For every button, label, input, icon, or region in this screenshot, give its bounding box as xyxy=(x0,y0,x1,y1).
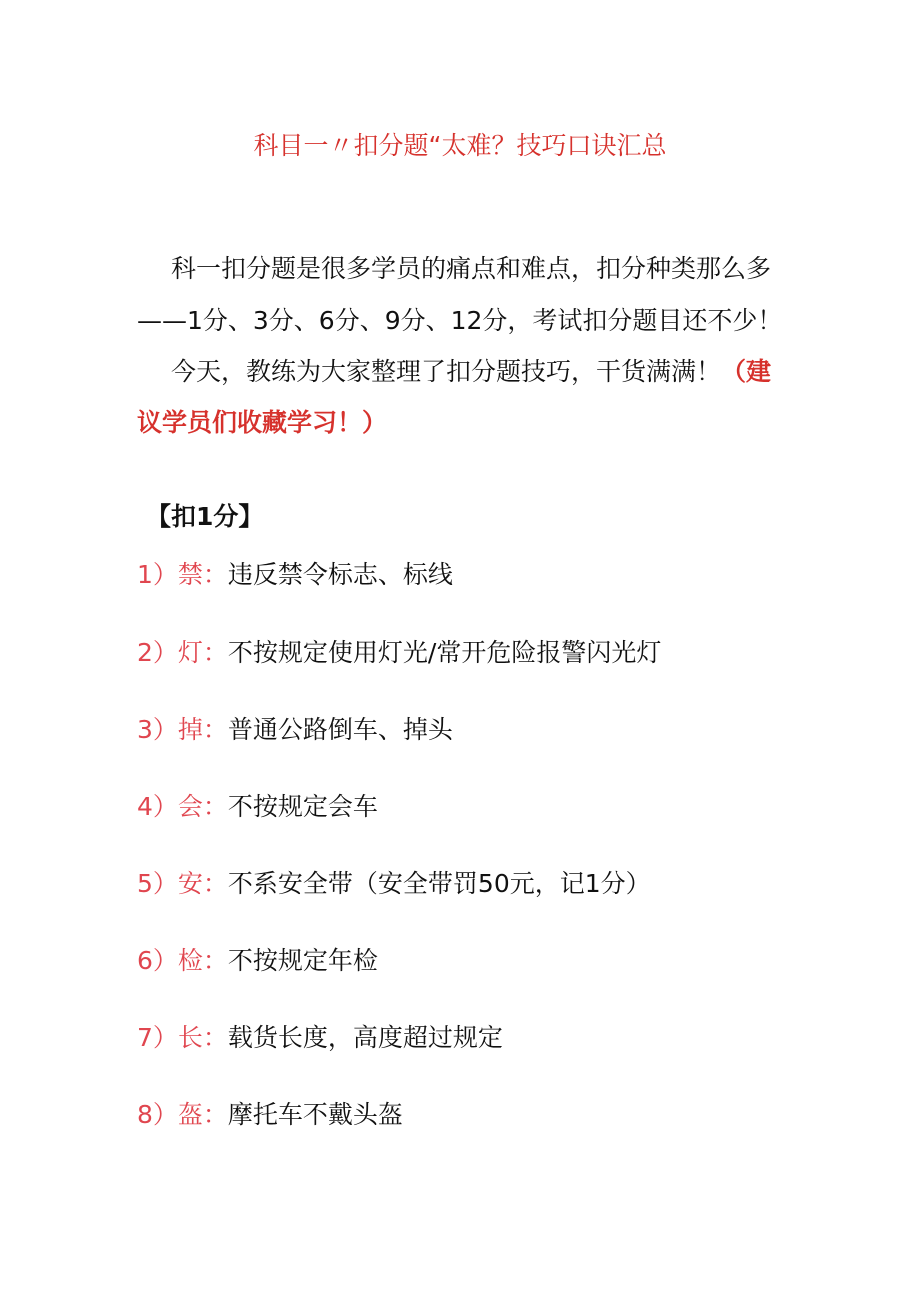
item-key: 2）灯： xyxy=(137,638,228,667)
intro-note-end: 议学员们收藏学习！） xyxy=(137,408,388,437)
intro-line-3-text: 今天，教练为大家整理了扣分题技巧，干货满满！ xyxy=(171,357,722,386)
list-item xyxy=(137,558,453,592)
item-text: 不系安全带（安全带罚50元，记1分） xyxy=(227,869,651,898)
list-item xyxy=(137,867,651,901)
item-text: 摩托车不戴头盔 xyxy=(227,1100,403,1129)
section-heading: 【扣1分】 xyxy=(146,502,264,531)
item-text: 不按规定使用灯光/常开危险报警闪光灯 xyxy=(227,638,662,667)
item-key: 3）掉： xyxy=(137,715,228,744)
item-text: 普通公路倒车、掉头 xyxy=(227,715,453,744)
item-text: 载货长度，高度超过规定 xyxy=(227,1023,503,1052)
item-key: 5）安： xyxy=(137,869,228,898)
list-item xyxy=(137,636,661,670)
item-key: 6）检： xyxy=(137,946,228,975)
list-item xyxy=(137,1021,503,1055)
document-title: 科目一〃扣分题“太难？技巧口诀汇总 xyxy=(253,131,667,160)
list-item xyxy=(137,790,378,824)
intro-line-2: ——1分、3分、6分、9分、12分，考试扣分题目还不少！ xyxy=(137,306,783,335)
list-item xyxy=(137,713,453,747)
item-key: 1）禁： xyxy=(137,560,228,589)
item-key: 8）盔： xyxy=(137,1100,228,1129)
intro-note-start: （建 xyxy=(721,357,772,386)
list-item xyxy=(137,1098,403,1132)
list-item xyxy=(137,944,378,978)
item-text: 不按规定年检 xyxy=(227,946,378,975)
item-text: 违反禁令标志、标线 xyxy=(227,560,453,589)
item-key: 4）会： xyxy=(137,792,228,821)
item-text: 不按规定会车 xyxy=(227,792,378,821)
intro-line-1: 科一扣分题是很多学员的痛点和难点，扣分种类那么多 xyxy=(171,254,772,283)
item-key: 7）长： xyxy=(137,1023,228,1052)
intro-line-3 xyxy=(137,355,777,389)
